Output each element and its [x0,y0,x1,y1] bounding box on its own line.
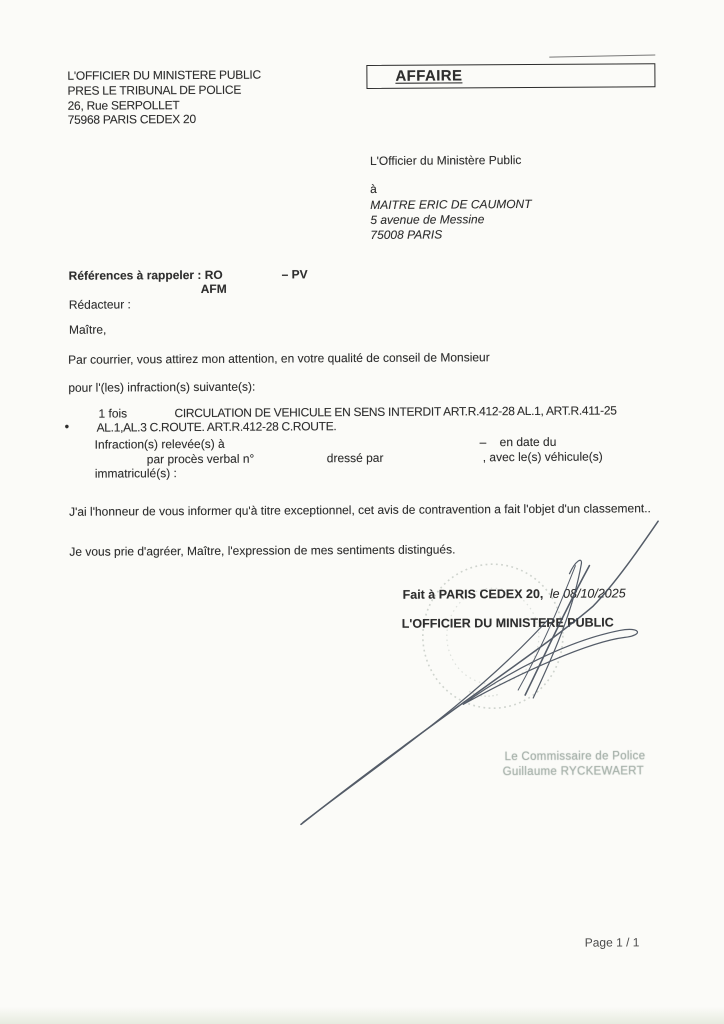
references-label: Références à rappeler : RO [68,267,223,283]
recipient-street: 5 avenue de Messine [370,212,485,227]
infraction-en-date: en date du [499,434,557,450]
scan-bottom-shadow [0,1007,724,1024]
salutation: Maître, [68,322,107,337]
paragraph-1: Par courrier, vous attirez mon attention, en votre qualité de conseil de Monsieur [68,350,490,367]
page-number: Page 1 / 1 [584,935,640,950]
sender-line-2: PRES LE TRIBUNAL DE POLICE [67,82,242,98]
paragraph-3: J'ai l'honneur de vous informer qu'à titre exceptionnel, cet avis de contravention a fait l'objet d'un classement.. [69,501,651,519]
redacteur-label: Rédacteur : [68,297,131,312]
infraction-vehicule: , avec le(s) véhicule(s) [482,449,603,465]
paragraph-2: pour l'(les) infraction(s) suivante(s): [68,379,256,395]
affaire-label: AFFAIRE [395,67,463,85]
police-stamp-line-2: Guillaume RYCKEWAERT [502,765,644,779]
signoff-officer-title: L'OFFICIER DU MINISTERE PUBLIC [401,615,614,631]
references-afm: AFM [200,281,227,296]
infraction-count: 1 fois [98,406,128,421]
recipient-name: MAITRE ERIC DE CAUMONT [370,196,532,212]
scan-artifact-line [549,54,655,57]
sender-line-1: L'OFFICIER DU MINISTERE PUBLIC [67,67,261,83]
infraction-charge-1: CIRCULATION DE VEHICULE EN SENS INTERDIT ART.R.412-28 AL.1, ART.R.411-25 [174,403,617,421]
sender-line-4: 75968 PARIS CEDEX 20 [67,112,196,127]
sender-line-3: 26, Rue SERPOLLET [67,98,180,113]
infraction-pv-num: par procès verbal n° [146,451,255,467]
infraction-relevee: Infraction(s) relevée(s) à [94,436,225,452]
infraction-immat: immatriculé(s) : [94,466,177,481]
recipient-city: 75008 PARIS [370,227,443,242]
signoff-line [403,586,626,602]
infraction-charge-2: AL.1,AL.3 C.ROUTE. ART.R.412-28 C.ROUTE. [96,419,337,435]
bullet-icon: • [64,418,70,434]
references-pv: – PV [281,267,308,282]
recipient-prefix: à [370,181,377,196]
infraction-dresse: dressé par [326,450,384,466]
recipient-intro: L'Officier du Ministère Public [369,153,522,168]
signoff-date: le 08/10/2025 [549,586,626,601]
police-stamp-line-1: Le Commissaire de Police [504,750,646,764]
paragraph-4: Je vous prie d'agréer, Maître, l'expression de mes sentiments distingués. [69,542,456,559]
infraction-dash: – [479,435,487,450]
affaire-box [366,63,655,89]
signoff-place: Fait à PARIS CEDEX 20, [402,586,544,602]
